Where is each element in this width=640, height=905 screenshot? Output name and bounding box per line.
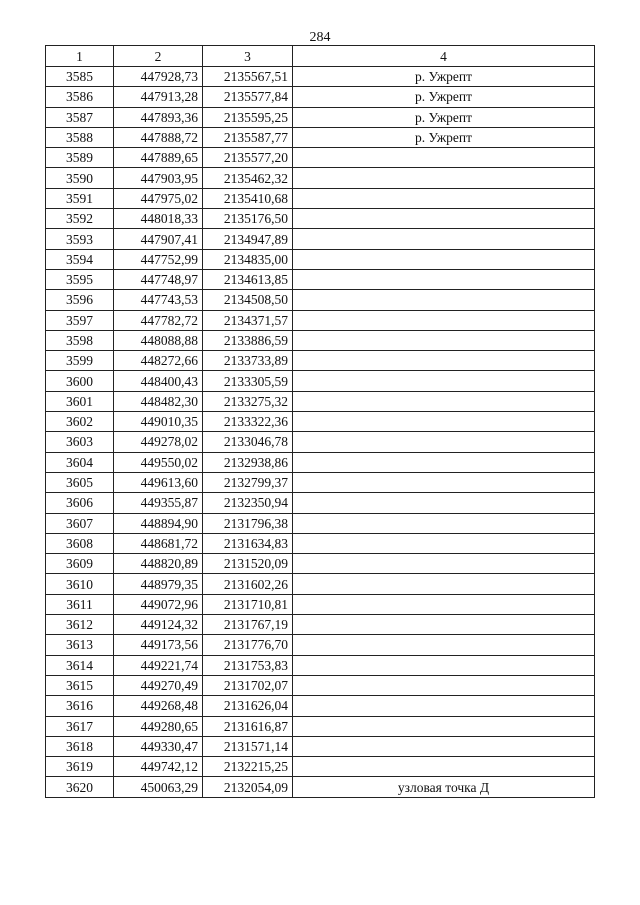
table-row <box>46 127 595 147</box>
description-cell <box>293 574 595 594</box>
x-coordinate-cell: 449221,74 <box>114 655 203 675</box>
x-coordinate-cell: 447903,95 <box>114 168 203 188</box>
description-cell <box>293 736 595 756</box>
table-row <box>46 736 595 756</box>
table-row <box>46 67 595 87</box>
x-coordinate-cell: 447928,73 <box>114 67 203 87</box>
description-cell <box>293 472 595 492</box>
table-row <box>46 269 595 289</box>
table-row <box>46 452 595 472</box>
point-number-cell: 3595 <box>46 269 114 289</box>
y-coordinate-cell: 2131767,19 <box>203 615 293 635</box>
x-coordinate-cell: 449742,12 <box>114 757 203 777</box>
point-number-cell: 3599 <box>46 351 114 371</box>
y-coordinate-cell: 2135410,68 <box>203 188 293 208</box>
x-coordinate-cell: 447782,72 <box>114 310 203 330</box>
x-coordinate-cell: 447888,72 <box>114 127 203 147</box>
description-cell <box>293 391 595 411</box>
table-row <box>46 493 595 513</box>
y-coordinate-cell: 2135462,32 <box>203 168 293 188</box>
table-row <box>46 209 595 229</box>
description-cell <box>293 412 595 432</box>
y-coordinate-cell: 2135567,51 <box>203 67 293 87</box>
y-coordinate-cell: 2133322,36 <box>203 412 293 432</box>
y-coordinate-cell: 2131776,70 <box>203 635 293 655</box>
point-number-cell: 3604 <box>46 452 114 472</box>
description-cell <box>293 148 595 168</box>
x-coordinate-cell: 449270,49 <box>114 675 203 695</box>
table-row <box>46 513 595 533</box>
y-coordinate-cell: 2132350,94 <box>203 493 293 513</box>
column-header-4: 4 <box>293 46 595 67</box>
coordinates-table <box>45 45 595 798</box>
x-coordinate-cell: 449355,87 <box>114 493 203 513</box>
point-number-cell: 3590 <box>46 168 114 188</box>
y-coordinate-cell: 2131796,38 <box>203 513 293 533</box>
point-number-cell: 3587 <box>46 107 114 127</box>
column-header-2: 2 <box>114 46 203 67</box>
table-row <box>46 635 595 655</box>
x-coordinate-cell: 448400,43 <box>114 371 203 391</box>
table-header-row <box>46 46 595 67</box>
x-coordinate-cell: 449268,48 <box>114 696 203 716</box>
x-coordinate-cell: 448681,72 <box>114 533 203 553</box>
y-coordinate-cell: 2131710,81 <box>203 594 293 614</box>
table-row <box>46 716 595 736</box>
description-cell <box>293 249 595 269</box>
y-coordinate-cell: 2133733,89 <box>203 351 293 371</box>
y-coordinate-cell: 2133305,59 <box>203 371 293 391</box>
x-coordinate-cell: 447907,41 <box>114 229 203 249</box>
description-cell: р. Ужрепт <box>293 87 595 107</box>
point-number-cell: 3586 <box>46 87 114 107</box>
description-cell: р. Ужрепт <box>293 127 595 147</box>
table-row <box>46 696 595 716</box>
description-cell <box>293 269 595 289</box>
table-row <box>46 351 595 371</box>
y-coordinate-cell: 2134613,85 <box>203 269 293 289</box>
point-number-cell: 3608 <box>46 533 114 553</box>
y-coordinate-cell: 2133886,59 <box>203 330 293 350</box>
point-number-cell: 3615 <box>46 675 114 695</box>
table-row <box>46 290 595 310</box>
y-coordinate-cell: 2133046,78 <box>203 432 293 452</box>
point-number-cell: 3602 <box>46 412 114 432</box>
x-coordinate-cell: 447913,28 <box>114 87 203 107</box>
y-coordinate-cell: 2135587,77 <box>203 127 293 147</box>
table-row <box>46 554 595 574</box>
x-coordinate-cell: 449550,02 <box>114 452 203 472</box>
description-cell <box>293 371 595 391</box>
x-coordinate-cell: 447752,99 <box>114 249 203 269</box>
table-row <box>46 655 595 675</box>
point-number-cell: 3611 <box>46 594 114 614</box>
description-cell: узловая точка Д <box>293 777 595 797</box>
y-coordinate-cell: 2135176,50 <box>203 209 293 229</box>
point-number-cell: 3592 <box>46 209 114 229</box>
point-number-cell: 3598 <box>46 330 114 350</box>
point-number-cell: 3589 <box>46 148 114 168</box>
table-row <box>46 107 595 127</box>
description-cell <box>293 716 595 736</box>
page-number: 284 <box>309 30 331 45</box>
x-coordinate-cell: 449010,35 <box>114 412 203 432</box>
point-number-cell: 3594 <box>46 249 114 269</box>
table-row <box>46 188 595 208</box>
description-cell <box>293 594 595 614</box>
table-row <box>46 757 595 777</box>
y-coordinate-cell: 2132938,86 <box>203 452 293 472</box>
description-cell <box>293 757 595 777</box>
description-cell <box>293 696 595 716</box>
y-coordinate-cell: 2132799,37 <box>203 472 293 492</box>
table-row <box>46 168 595 188</box>
y-coordinate-cell: 2134508,50 <box>203 290 293 310</box>
description-cell <box>293 229 595 249</box>
table-row <box>46 148 595 168</box>
x-coordinate-cell: 448088,88 <box>114 330 203 350</box>
point-number-cell: 3620 <box>46 777 114 797</box>
x-coordinate-cell: 447893,36 <box>114 107 203 127</box>
y-coordinate-cell: 2135595,25 <box>203 107 293 127</box>
column-header-1: 1 <box>46 46 114 67</box>
x-coordinate-cell: 448979,35 <box>114 574 203 594</box>
y-coordinate-cell: 2132054,09 <box>203 777 293 797</box>
table-row <box>46 574 595 594</box>
table-row <box>46 310 595 330</box>
x-coordinate-cell: 447975,02 <box>114 188 203 208</box>
table-row <box>46 391 595 411</box>
point-number-cell: 3597 <box>46 310 114 330</box>
x-coordinate-cell: 450063,29 <box>114 777 203 797</box>
y-coordinate-cell: 2133275,32 <box>203 391 293 411</box>
description-cell <box>293 209 595 229</box>
x-coordinate-cell: 447743,53 <box>114 290 203 310</box>
y-coordinate-cell: 2131634,83 <box>203 533 293 553</box>
description-cell <box>293 533 595 553</box>
table-row <box>46 533 595 553</box>
x-coordinate-cell: 449278,02 <box>114 432 203 452</box>
x-coordinate-cell: 449173,56 <box>114 635 203 655</box>
x-coordinate-cell: 449124,32 <box>114 615 203 635</box>
y-coordinate-cell: 2131702,07 <box>203 675 293 695</box>
table-row <box>46 594 595 614</box>
table-row <box>46 371 595 391</box>
description-cell <box>293 432 595 452</box>
table-row <box>46 615 595 635</box>
x-coordinate-cell: 448482,30 <box>114 391 203 411</box>
x-coordinate-cell: 447748,97 <box>114 269 203 289</box>
y-coordinate-cell: 2131520,09 <box>203 554 293 574</box>
point-number-cell: 3605 <box>46 472 114 492</box>
point-number-cell: 3612 <box>46 615 114 635</box>
x-coordinate-cell: 448272,66 <box>114 351 203 371</box>
y-coordinate-cell: 2134371,57 <box>203 310 293 330</box>
point-number-cell: 3617 <box>46 716 114 736</box>
point-number-cell: 3616 <box>46 696 114 716</box>
description-cell <box>293 310 595 330</box>
description-cell: р. Ужрепт <box>293 107 595 127</box>
point-number-cell: 3618 <box>46 736 114 756</box>
point-number-cell: 3588 <box>46 127 114 147</box>
x-coordinate-cell: 449330,47 <box>114 736 203 756</box>
table-row <box>46 330 595 350</box>
point-number-cell: 3607 <box>46 513 114 533</box>
y-coordinate-cell: 2131571,14 <box>203 736 293 756</box>
y-coordinate-cell: 2132215,25 <box>203 757 293 777</box>
x-coordinate-cell: 449072,96 <box>114 594 203 614</box>
y-coordinate-cell: 2134947,89 <box>203 229 293 249</box>
point-number-cell: 3613 <box>46 635 114 655</box>
description-cell <box>293 493 595 513</box>
x-coordinate-cell: 448894,90 <box>114 513 203 533</box>
point-number-cell: 3606 <box>46 493 114 513</box>
description-cell <box>293 290 595 310</box>
y-coordinate-cell: 2135577,84 <box>203 87 293 107</box>
y-coordinate-cell: 2131602,26 <box>203 574 293 594</box>
description-cell <box>293 330 595 350</box>
description-cell <box>293 513 595 533</box>
x-coordinate-cell: 448018,33 <box>114 209 203 229</box>
x-coordinate-cell: 449613,60 <box>114 472 203 492</box>
description-cell <box>293 675 595 695</box>
y-coordinate-cell: 2134835,00 <box>203 249 293 269</box>
column-header-3: 3 <box>203 46 293 67</box>
table-row <box>46 412 595 432</box>
description-cell <box>293 188 595 208</box>
y-coordinate-cell: 2135577,20 <box>203 148 293 168</box>
table-row <box>46 432 595 452</box>
table-row <box>46 472 595 492</box>
point-number-cell: 3603 <box>46 432 114 452</box>
point-number-cell: 3591 <box>46 188 114 208</box>
point-number-cell: 3600 <box>46 371 114 391</box>
x-coordinate-cell: 447889,65 <box>114 148 203 168</box>
point-number-cell: 3601 <box>46 391 114 411</box>
table-row <box>46 777 595 797</box>
point-number-cell: 3610 <box>46 574 114 594</box>
description-cell <box>293 452 595 472</box>
point-number-cell: 3619 <box>46 757 114 777</box>
y-coordinate-cell: 2131616,87 <box>203 716 293 736</box>
description-cell: р. Ужрепт <box>293 67 595 87</box>
x-coordinate-cell: 449280,65 <box>114 716 203 736</box>
table-row <box>46 249 595 269</box>
point-number-cell: 3585 <box>46 67 114 87</box>
x-coordinate-cell: 448820,89 <box>114 554 203 574</box>
point-number-cell: 3596 <box>46 290 114 310</box>
y-coordinate-cell: 2131753,83 <box>203 655 293 675</box>
description-cell <box>293 554 595 574</box>
table-body <box>46 67 595 798</box>
y-coordinate-cell: 2131626,04 <box>203 696 293 716</box>
description-cell <box>293 655 595 675</box>
description-cell <box>293 351 595 371</box>
point-number-cell: 3614 <box>46 655 114 675</box>
table-row <box>46 675 595 695</box>
description-cell <box>293 615 595 635</box>
description-cell <box>293 635 595 655</box>
point-number-cell: 3593 <box>46 229 114 249</box>
table-row <box>46 229 595 249</box>
point-number-cell: 3609 <box>46 554 114 574</box>
description-cell <box>293 168 595 188</box>
table-row <box>46 87 595 107</box>
